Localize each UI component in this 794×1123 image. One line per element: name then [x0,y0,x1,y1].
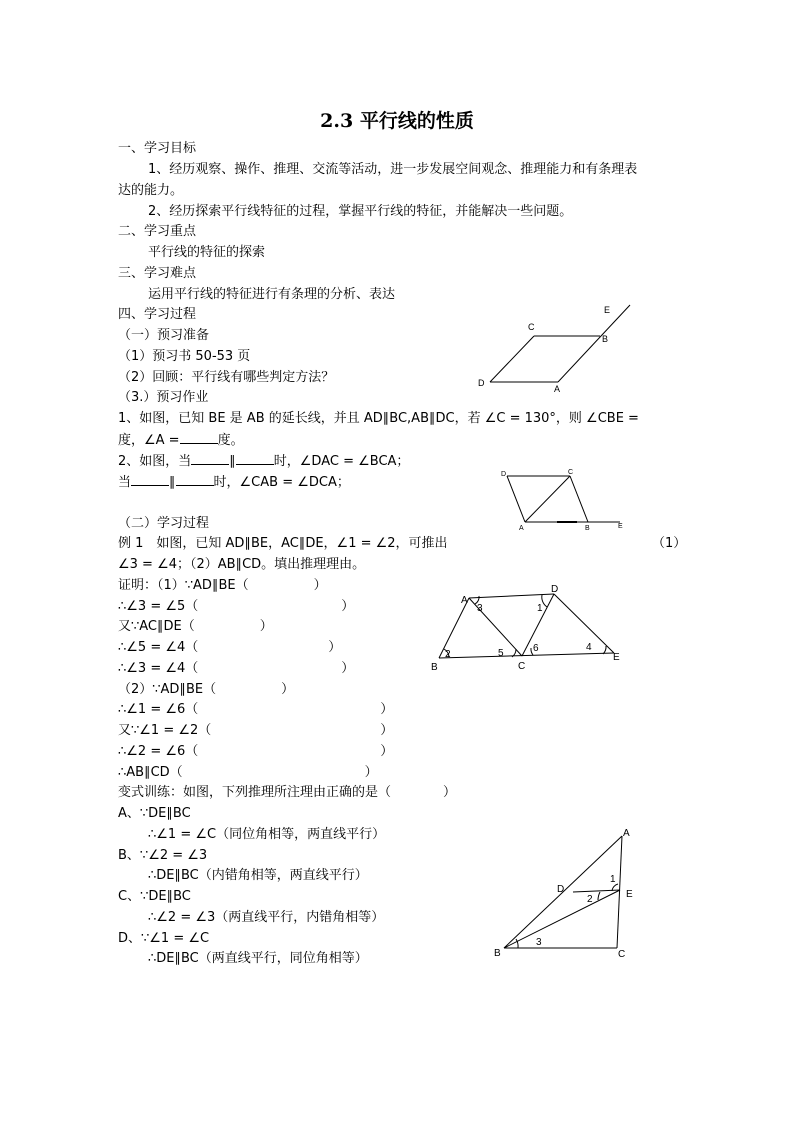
variant-option: A、∵DE∥BC [118,806,191,821]
prep-item-2: （2）回顾：平行线有哪些判定方法？ [118,370,335,385]
question-2-cont [118,473,350,492]
q2-mid: ∥ [229,454,236,469]
label-e: E [604,305,611,315]
proof-line: ∴∠3 = ∠4（ ） [118,661,355,676]
prep-item-1: （1）预习书 50-53 页 [118,349,251,364]
variant-option: B、∵∠2 = ∠3 [118,848,208,863]
label-e: E [613,652,620,663]
label-a: A [461,595,468,606]
q2b-mid: ∥ [169,475,176,490]
angle-4: 4 [586,642,592,653]
label-d: D [501,471,507,478]
label-d: D [478,378,485,388]
goal-item-1: 1、经历观察、操作、推理、交流等活动，进一步发展空间观念、推理能力和有条理表 [148,162,638,177]
section-heading-difficulty: 三、学习难点 [118,266,197,281]
answer-blank[interactable] [131,473,169,486]
variant-heading: 变式训练：如图，下列推理所注理由正确的是（ ） [118,785,457,800]
prep-heading: （一）预习准备 [118,328,210,343]
example-1-right: （1） [652,536,687,551]
process-heading: （二）学习过程 [118,516,210,531]
example-1: 例 1 如图，已知 AD∥BE，AC∥DE，∠1 = ∠2，可推出 [118,536,448,551]
q2b-post: 时，∠CAB = ∠DCA； [213,475,350,490]
focus-text: 平行线的特征的探索 [148,245,266,260]
answer-blank[interactable] [191,452,229,465]
answer-blank[interactable] [176,473,214,486]
figure-variant-triangle [488,822,648,962]
label-b: B [585,525,590,532]
section-heading-process: 四、学习过程 [118,307,197,322]
answer-blank[interactable] [180,431,218,444]
variant-option-reason: ∴∠1 = ∠C（同位角相等，两直线平行） [148,827,386,842]
variant-option: C、∵DE∥BC [118,889,191,904]
figure-parallelogram-1 [470,300,640,400]
angle-5: 5 [498,648,504,659]
q1-unit-1: 度，∠A = [118,433,180,448]
prep-item-3: （3.）预习作业 [118,390,209,405]
proof-line: ∴AB∥CD（ ） [118,765,378,780]
angle-2: 2 [445,649,451,660]
goal-item-2: 2、经历探索平行线特征的过程，掌握平行线的特征，并能解决一些问题。 [148,204,573,219]
difficulty-text: 运用平行线的特征进行有条理的分析、表达 [148,287,396,302]
proof-line: 又∵AC∥DE（ ） [118,619,273,634]
question-2 [118,452,409,471]
label-a: A [519,525,524,532]
label-c: C [528,322,535,332]
q2-post: 时，∠DAC = ∠BCA； [273,454,410,469]
label-e: E [618,523,623,530]
page-title: 2.3 平行线的性质 [320,110,474,132]
proof-line: ∴∠3 = ∠5（ ） [118,599,355,614]
question-1-cont [118,431,244,450]
variant-option-reason: ∴DE∥BC（内错角相等，两直线平行） [148,868,368,883]
label-c: C [518,661,526,672]
label-a: A [623,828,630,839]
angle-2: 2 [587,894,593,905]
label-b: B [431,662,438,673]
label-a: A [554,384,561,394]
angle-3: 3 [536,937,542,948]
variant-option-reason: ∴∠2 = ∠3（两直线平行，内错角相等） [148,910,385,925]
proof-line: （2）∵AD∥BE（ ） [118,682,295,697]
label-e: E [626,889,633,900]
section-heading-goals: 一、学习目标 [118,141,197,156]
question-1: 1、如图，已知 BE 是 AB 的延长线，并且 AD∥BC,AB∥DC，若 ∠C = 130°，则 ∠CBE = [118,411,639,426]
angle-3: 3 [477,603,483,614]
angle-1: 1 [537,603,543,614]
proof-line: ∴∠5 = ∠4（ ） [118,640,342,655]
proof-line: 证明：（1）∵AD∥BE（ ） [118,578,327,593]
angle-6: 6 [533,643,539,654]
q2b-pre: 当 [118,475,132,490]
figure-parallelogram-2 [495,462,635,532]
label-b: B [494,948,501,959]
label-d: D [551,584,559,595]
q2-pre: 2、如图，当 [118,454,192,469]
variant-option: D、∵∠1 = ∠C [118,931,210,946]
proof-line: ∴∠1 = ∠6（ ） [118,702,394,717]
example-1-cont: ∠3 = ∠4；（2）AB∥CD。填出推理理由。 [118,557,366,572]
q1-unit-2: 度。 [217,433,244,448]
label-b: B [602,334,609,344]
figure-example-1 [425,583,635,673]
proof-line: 又∵∠1 = ∠2（ ） [118,723,394,738]
proof-line: ∴∠2 = ∠6（ ） [118,744,394,759]
label-c: C [618,949,626,960]
angle-1: 1 [610,874,616,885]
section-heading-focus: 二、学习重点 [118,224,197,239]
variant-option-reason: ∴DE∥BC（两直线平行，同位角相等） [148,951,368,966]
answer-blank[interactable] [236,452,274,465]
label-c: C [568,469,574,476]
goal-item-1-cont: 达的能力。 [118,183,184,198]
label-d: D [557,884,565,895]
